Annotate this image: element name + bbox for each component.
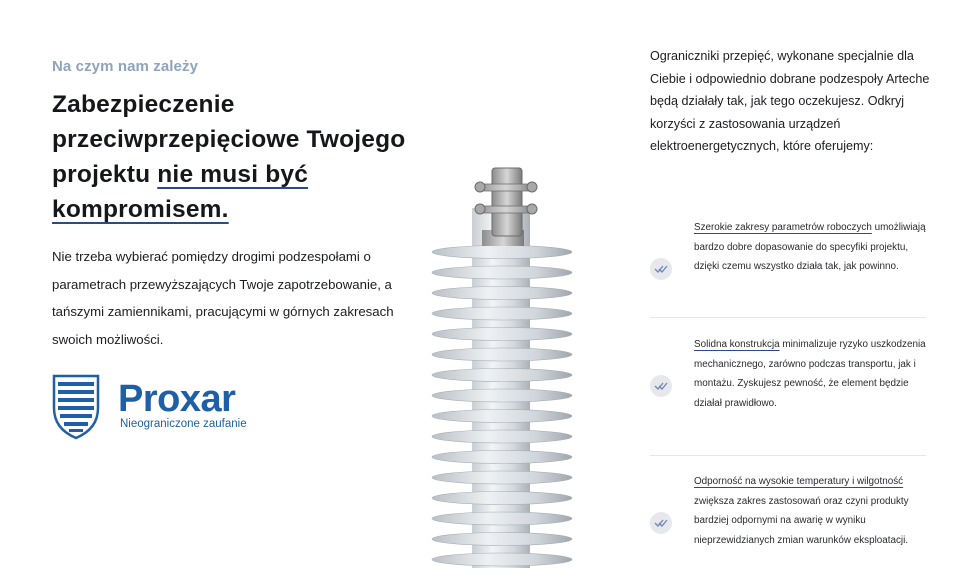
insulator-shed (432, 430, 572, 443)
feature-divider (650, 455, 926, 456)
insulator-shed (432, 266, 572, 279)
insulator-shed (432, 512, 572, 525)
insulator-shed (432, 328, 572, 341)
insulator-shed (432, 410, 572, 423)
left-column (52, 58, 412, 353)
insulator-shed (432, 451, 572, 464)
logo-tagline: Nieograniczone zaufanie (120, 418, 247, 430)
feature-text (694, 335, 928, 413)
insulator-shed (432, 389, 572, 402)
insulator-shed (432, 471, 572, 484)
proxar-logo (52, 374, 247, 440)
insulator-shed (432, 492, 572, 505)
headline-text: Zabezpieczenie przeciwprzepięciowe Twojego projektu (52, 91, 406, 188)
surge-arrester-image (420, 160, 585, 577)
double-check-icon (650, 375, 672, 397)
feature-link[interactable]: Szerokie zakresy parametrów roboczych (694, 222, 872, 233)
insulator-shed (432, 533, 572, 546)
insulator-shed (432, 246, 572, 259)
feature-description: umożliwiają bardzo dobre dopasowanie do specyfiki projektu, dzięki czemu wszystko działa tak, jak powinno. (694, 222, 926, 272)
feature-link[interactable]: Solidna konstrukcja (694, 339, 780, 350)
feature-description: minimalizuje ryzyko uszkodzenia mechanicznego, zarówno podczas transportu, jak i montażu. Zyskujesz pewność, że element będzie działał prawidłowo. (694, 339, 926, 409)
insulator-shed (432, 369, 572, 382)
insulator-shed (432, 553, 572, 566)
feature-text (694, 472, 928, 550)
feature-text (694, 218, 928, 277)
insulator-shed (432, 348, 572, 361)
page-title (52, 87, 412, 227)
double-check-icon (650, 258, 672, 280)
insulator-shed (432, 287, 572, 300)
logo-wordmark: Proxar (118, 378, 236, 420)
feature-description: zwiększa zakres zastosowań oraz czyni produkty bardziej odpornymi na awarię w wyniku nieprzewidzianych zmian warunków eksploatacji. (694, 495, 909, 546)
intro-paragraph: Nie trzeba wybierać pomiędzy drogimi podzespołami o parametrach przewyższających Twoje zapotrzebowanie, a tańszymi zamiennikami, pracującymi w górnych zakresach swoich możliwości. (52, 249, 394, 347)
proxar-emblem-icon (52, 374, 100, 440)
feature-divider (650, 317, 926, 318)
feature-link[interactable]: Odporność na wysokie temperatury i wilgotność (694, 476, 904, 487)
headline-highlight: nie musi być kompromisem. (52, 161, 309, 223)
section-eyebrow: Na czym nam zależy (52, 58, 199, 75)
double-check-icon (650, 512, 672, 534)
benefits-intro: Ograniczniki przepięć, wykonane specjalnie dla Ciebie i odpowiednio dobrane podzespoły Arteche będą działały tak, jak tego oczekujesz. Odkryj korzyści z zastosowania urządzeń elektroenergetycznych, które oferujemy: (650, 49, 930, 153)
insulator-shed (432, 307, 572, 320)
